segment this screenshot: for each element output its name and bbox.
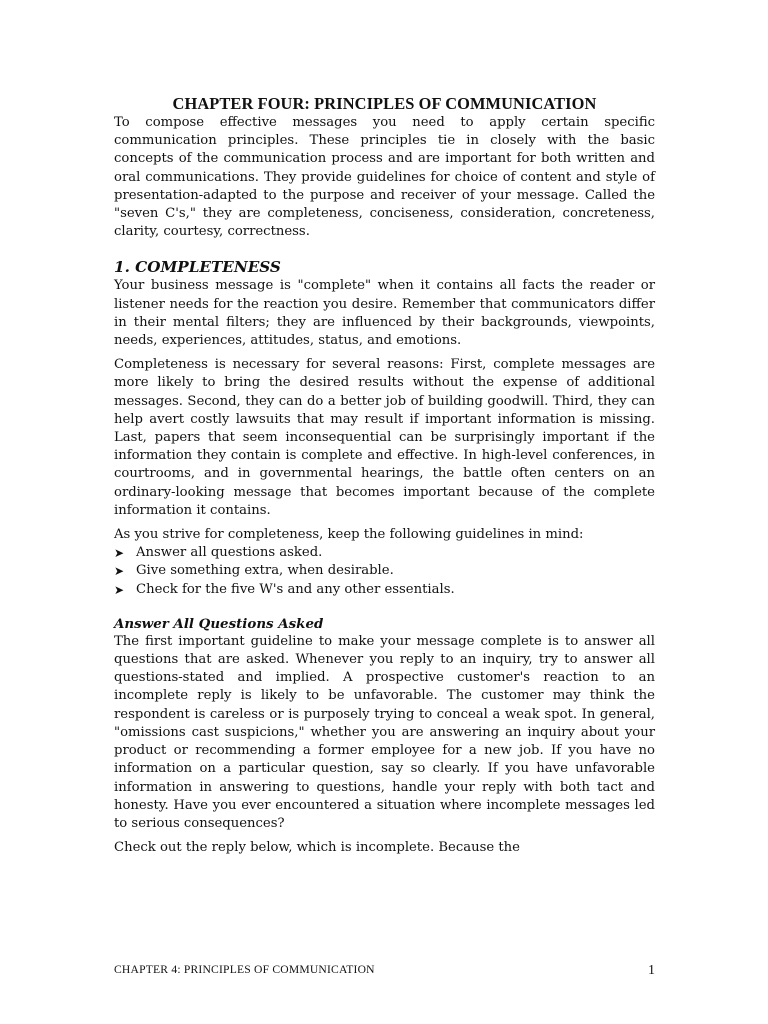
page-footer	[114, 963, 655, 979]
subsection-paragraph-1: The first important guideline to make your message complete is to answer all questions that are asked. Whenever you reply to an inquiry, try to answer all questions-stated and implied. A prospective customer's reaction to an incomplete reply is likely to be unfavorable. The customer may think the respondent is careless or is purposely trying to conceal a weak spot. In general, "omissions cast suspicions," whether you are answering an inquiry about your product or recommending a former employee for a new job. If you have no information on a particular question, say so clearly. If you have unfavorable information in answering to questions, handle your reply with both tact and honesty. Have you ever encountered a situation where incomplete messages led to serious consequences?	[114, 633, 655, 831]
subsection-heading: Answer All Questions Asked	[114, 615, 324, 632]
chapter-title: CHAPTER FOUR: PRINCIPLES OF COMMUNICATION	[172, 94, 597, 113]
guidelines-intro: As you strive for completeness, keep the following guidelines in mind:	[114, 527, 584, 543]
guideline-text: Answer all questions asked.	[136, 545, 323, 561]
intro-paragraph: To compose effective messages you need to apply certain specific communication principles. These principles tie in closely with the basic concepts of the communication process and are important for both written and oral communications. They provide guidelines for choice of content and style of presentation-adapted to the purpose and receiver of your message. Called the "seven C's," they are completeness, conciseness, consideration, concreteness, clarity, courtesy, correctness.	[114, 115, 655, 240]
section-heading-completeness: 1. COMPLETENESS	[114, 258, 281, 277]
completeness-paragraph-2: Completeness is necessary for several reasons: First, complete messages are more likely to bring the desired results without the expense of additional messages. Second, they can do a better job of building goodwill. Third, they can help avert costly lawsuits that may result if important information is missing. Last, papers that seem inconsequential can be surprisingly important if the information they contain is complete and effective. In high-level conferences, in courtrooms, and in governmental hearings, the battle often centers on an ordinary-looking message that becomes important because of the complete information it contains.	[114, 357, 655, 518]
footer-title: CHAPTER 4: PRINCIPLES OF COMMUNICATION	[114, 963, 375, 976]
guideline-item	[114, 562, 655, 580]
guideline-item	[114, 581, 655, 599]
guideline-text: Give something extra, when desirable.	[136, 563, 394, 579]
guidelines-list	[114, 544, 655, 599]
document-page	[114, 94, 655, 857]
subsection-paragraph-2: Check out the reply below, which is incomplete. Because the	[114, 840, 520, 856]
arrowhead-right-icon: ➤	[114, 582, 125, 597]
guideline-text: Check for the five W's and any other essentials.	[136, 581, 455, 597]
page-number: 1	[648, 963, 655, 978]
guideline-item	[114, 544, 655, 562]
arrowhead-right-icon: ➤	[114, 546, 125, 561]
arrowhead-right-icon: ➤	[114, 564, 125, 579]
completeness-paragraph-1: Your business message is "complete" when it contains all facts the reader or listener needs for the reaction you desire. Remember that communicators differ in their mental filters; they are influenced by their backgrounds, viewpoints, needs, experiences, attitudes, status, and emotions.	[114, 278, 655, 349]
